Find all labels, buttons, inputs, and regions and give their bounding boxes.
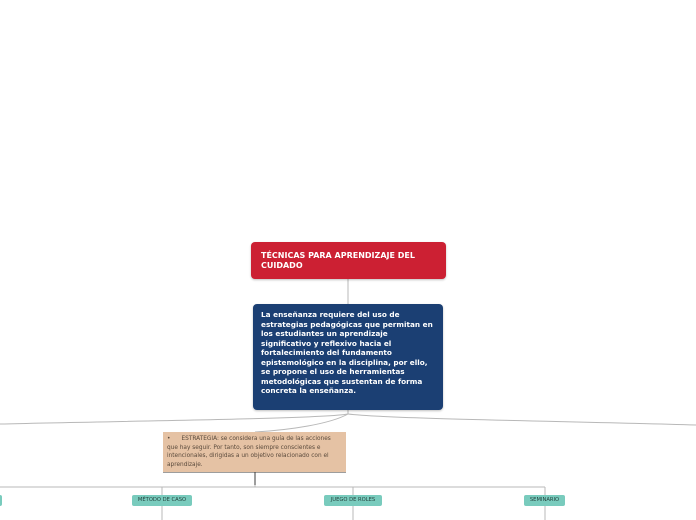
main-topic-text: La enseñanza requiere del uso de estrategias pedagógicas que permitan en los estudiantes un aprendizaje significativo y reflexivo hacia el fortalecimiento del fundamento epistemológico en la disciplina, por ello, se propone el uso de herramientas metodológicas que sustentan de forma concreta la enseñanza. — [261, 310, 433, 395]
technique-juego-de-roles[interactable] — [324, 495, 382, 506]
technique-label: JUEGO DE ROLES — [330, 497, 376, 503]
connector-leaf-stubs — [162, 506, 545, 520]
technique-label: MÉTODO DE CASO — [137, 497, 187, 503]
strategy-text: ESTRATEGIA: se considera una guía de las acciones que hay seguir. Por tanto, son siempre conscientes e intencionales, dirigidas a un objetivo relacionado con el aprendizaje. — [167, 436, 331, 468]
connector-strategy-leaves — [0, 472, 545, 495]
technique-topic-offscreen[interactable] — [0, 495, 2, 506]
root-topic-title: TÉCNICAS PARA APRENDIZAJE DEL CUIDADO — [261, 251, 415, 270]
technique-label: SEMINARIO — [529, 497, 560, 503]
strategy-topic[interactable] — [163, 432, 346, 472]
technique-seminario[interactable] — [524, 495, 565, 506]
connector-main-right — [348, 414, 696, 425]
bullet-icon: • — [167, 436, 171, 442]
connector-main-left — [0, 410, 348, 424]
main-topic[interactable] — [253, 304, 443, 410]
technique-metodo-de-caso[interactable] — [132, 495, 192, 506]
root-topic[interactable] — [251, 242, 446, 279]
